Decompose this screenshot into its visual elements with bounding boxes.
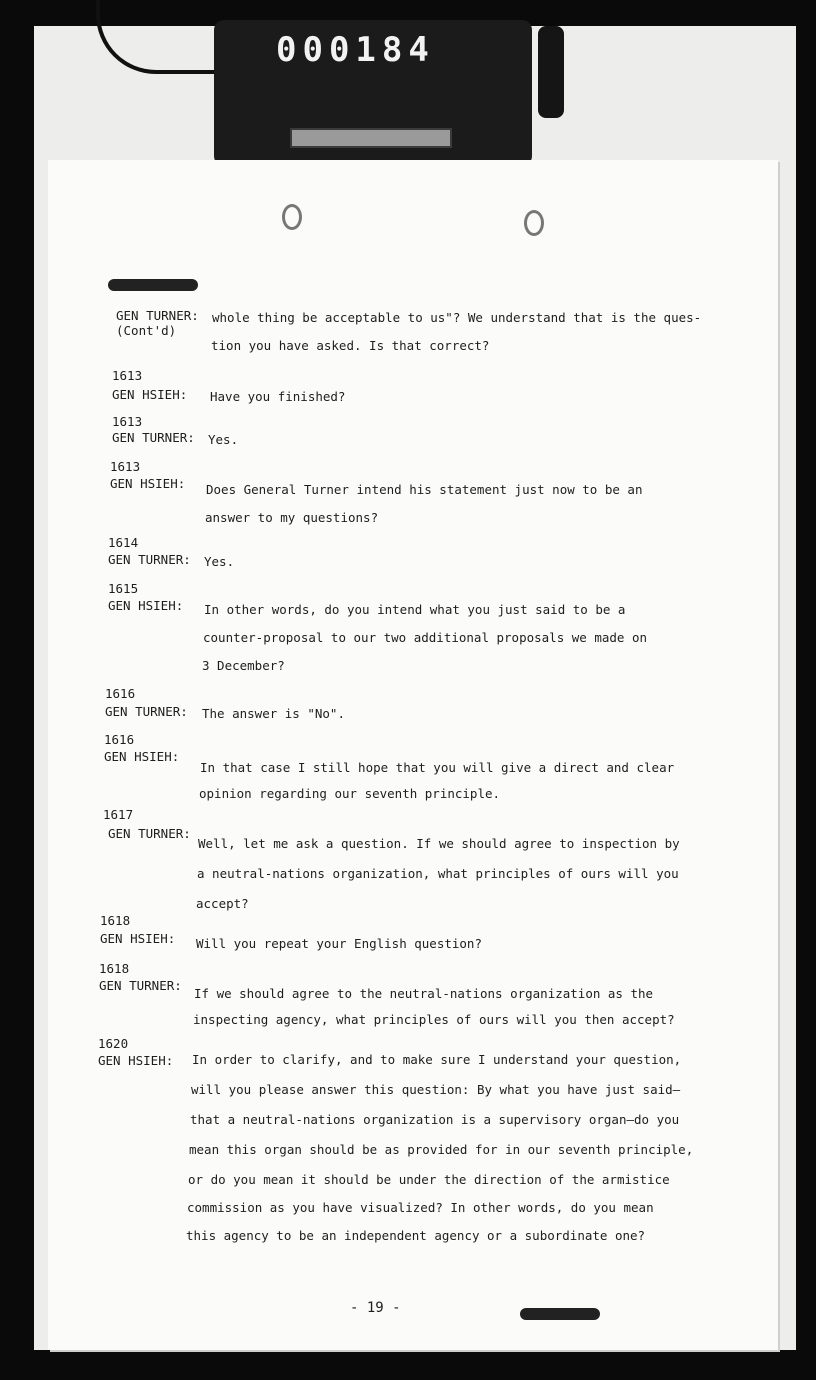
timestamp: 1620 bbox=[98, 1036, 129, 1051]
speaker-label: GEN TURNER: bbox=[108, 552, 191, 567]
statement-line: If we should agree to the neutral-nations organization as the bbox=[194, 986, 654, 1001]
counter-knob bbox=[538, 26, 564, 118]
speaker-label: GEN HSIEH: bbox=[108, 598, 184, 613]
statement-line: tion you have asked. Is that correct? bbox=[211, 338, 490, 353]
classification-stamp-bottom bbox=[520, 1308, 600, 1320]
statement-line: In other words, do you intend what you just said to be a bbox=[204, 602, 626, 617]
statement-line: opinion regarding our seventh principle. bbox=[199, 786, 501, 801]
speaker-label: GEN HSIEH: bbox=[112, 387, 188, 402]
speaker-label: GEN TURNER: bbox=[99, 978, 182, 993]
statement-line: whole thing be acceptable to us"? We understand that is the ques- bbox=[212, 310, 702, 325]
statement-line: Yes. bbox=[204, 554, 235, 569]
statement-line: will you please answer this question: By what you have just said— bbox=[191, 1082, 681, 1097]
document-page bbox=[48, 160, 778, 1350]
punch-hole-left bbox=[282, 204, 302, 230]
statement-line: a neutral-nations organization, what principles of ours will you bbox=[197, 866, 679, 881]
speaker-label: GEN TURNER: bbox=[108, 826, 191, 841]
speaker-label: GEN HSIEH: bbox=[100, 931, 176, 946]
statement-line: Will you repeat your English question? bbox=[196, 936, 482, 951]
timestamp: 1615 bbox=[108, 581, 139, 596]
frame-counter bbox=[214, 20, 532, 166]
statement-line: this agency to be an independent agency or a subordinate one? bbox=[186, 1228, 646, 1243]
speaker-label: GEN HSIEH: bbox=[104, 749, 180, 764]
statement-line: accept? bbox=[196, 896, 249, 911]
statement-line: or do you mean it should be under the direction of the armistice bbox=[188, 1172, 670, 1187]
statement-line: answer to my questions? bbox=[205, 510, 379, 525]
statement-line: commission as you have visualized? In other words, do you mean bbox=[187, 1200, 654, 1215]
timestamp: 1616 bbox=[105, 686, 136, 701]
speaker-label: GEN HSIEH: bbox=[98, 1053, 174, 1068]
statement-line: In order to clarify, and to make sure I understand your question, bbox=[192, 1052, 682, 1067]
page-number: - 19 - bbox=[350, 1300, 401, 1316]
punch-hole-right bbox=[524, 210, 544, 236]
statement-line: 3 December? bbox=[202, 658, 285, 673]
timestamp: 1613 bbox=[110, 459, 141, 474]
statement-line: Yes. bbox=[208, 432, 239, 447]
statement-line: that a neutral-nations organization is a supervisory organ—do you bbox=[190, 1112, 680, 1127]
timestamp: 1613 bbox=[112, 414, 143, 429]
timestamp: 1614 bbox=[108, 535, 139, 550]
statement-line: Does General Turner intend his statement just now to be an bbox=[206, 482, 643, 497]
speaker-label: GEN HSIEH: bbox=[110, 476, 186, 491]
timestamp: 1618 bbox=[99, 961, 130, 976]
statement-line: Have you finished? bbox=[210, 389, 346, 404]
speaker-label: GEN TURNER: bbox=[112, 430, 195, 445]
classification-stamp-top bbox=[108, 279, 198, 291]
statement-line: Well, let me ask a question. If we should agree to inspection by bbox=[198, 836, 680, 851]
statement-line: inspecting agency, what principles of ours will you then accept? bbox=[193, 1012, 675, 1027]
counter-digits: 000184 bbox=[276, 30, 435, 70]
statement-line: mean this organ should be as provided for in our seventh principle, bbox=[189, 1142, 694, 1157]
speaker-label: GEN TURNER: bbox=[116, 308, 199, 323]
statement-line: counter-proposal to our two additional proposals we made on bbox=[203, 630, 648, 645]
timestamp: 1613 bbox=[112, 368, 143, 383]
statement-line: The answer is "No". bbox=[202, 706, 345, 721]
speaker-label: GEN TURNER: bbox=[105, 704, 188, 719]
continued-label: (Cont'd) bbox=[116, 323, 177, 338]
timestamp: 1618 bbox=[100, 913, 131, 928]
timestamp: 1616 bbox=[104, 732, 135, 747]
timestamp: 1617 bbox=[103, 807, 134, 822]
counter-plate bbox=[290, 128, 452, 148]
statement-line: In that case I still hope that you will give a direct and clear bbox=[200, 760, 675, 775]
